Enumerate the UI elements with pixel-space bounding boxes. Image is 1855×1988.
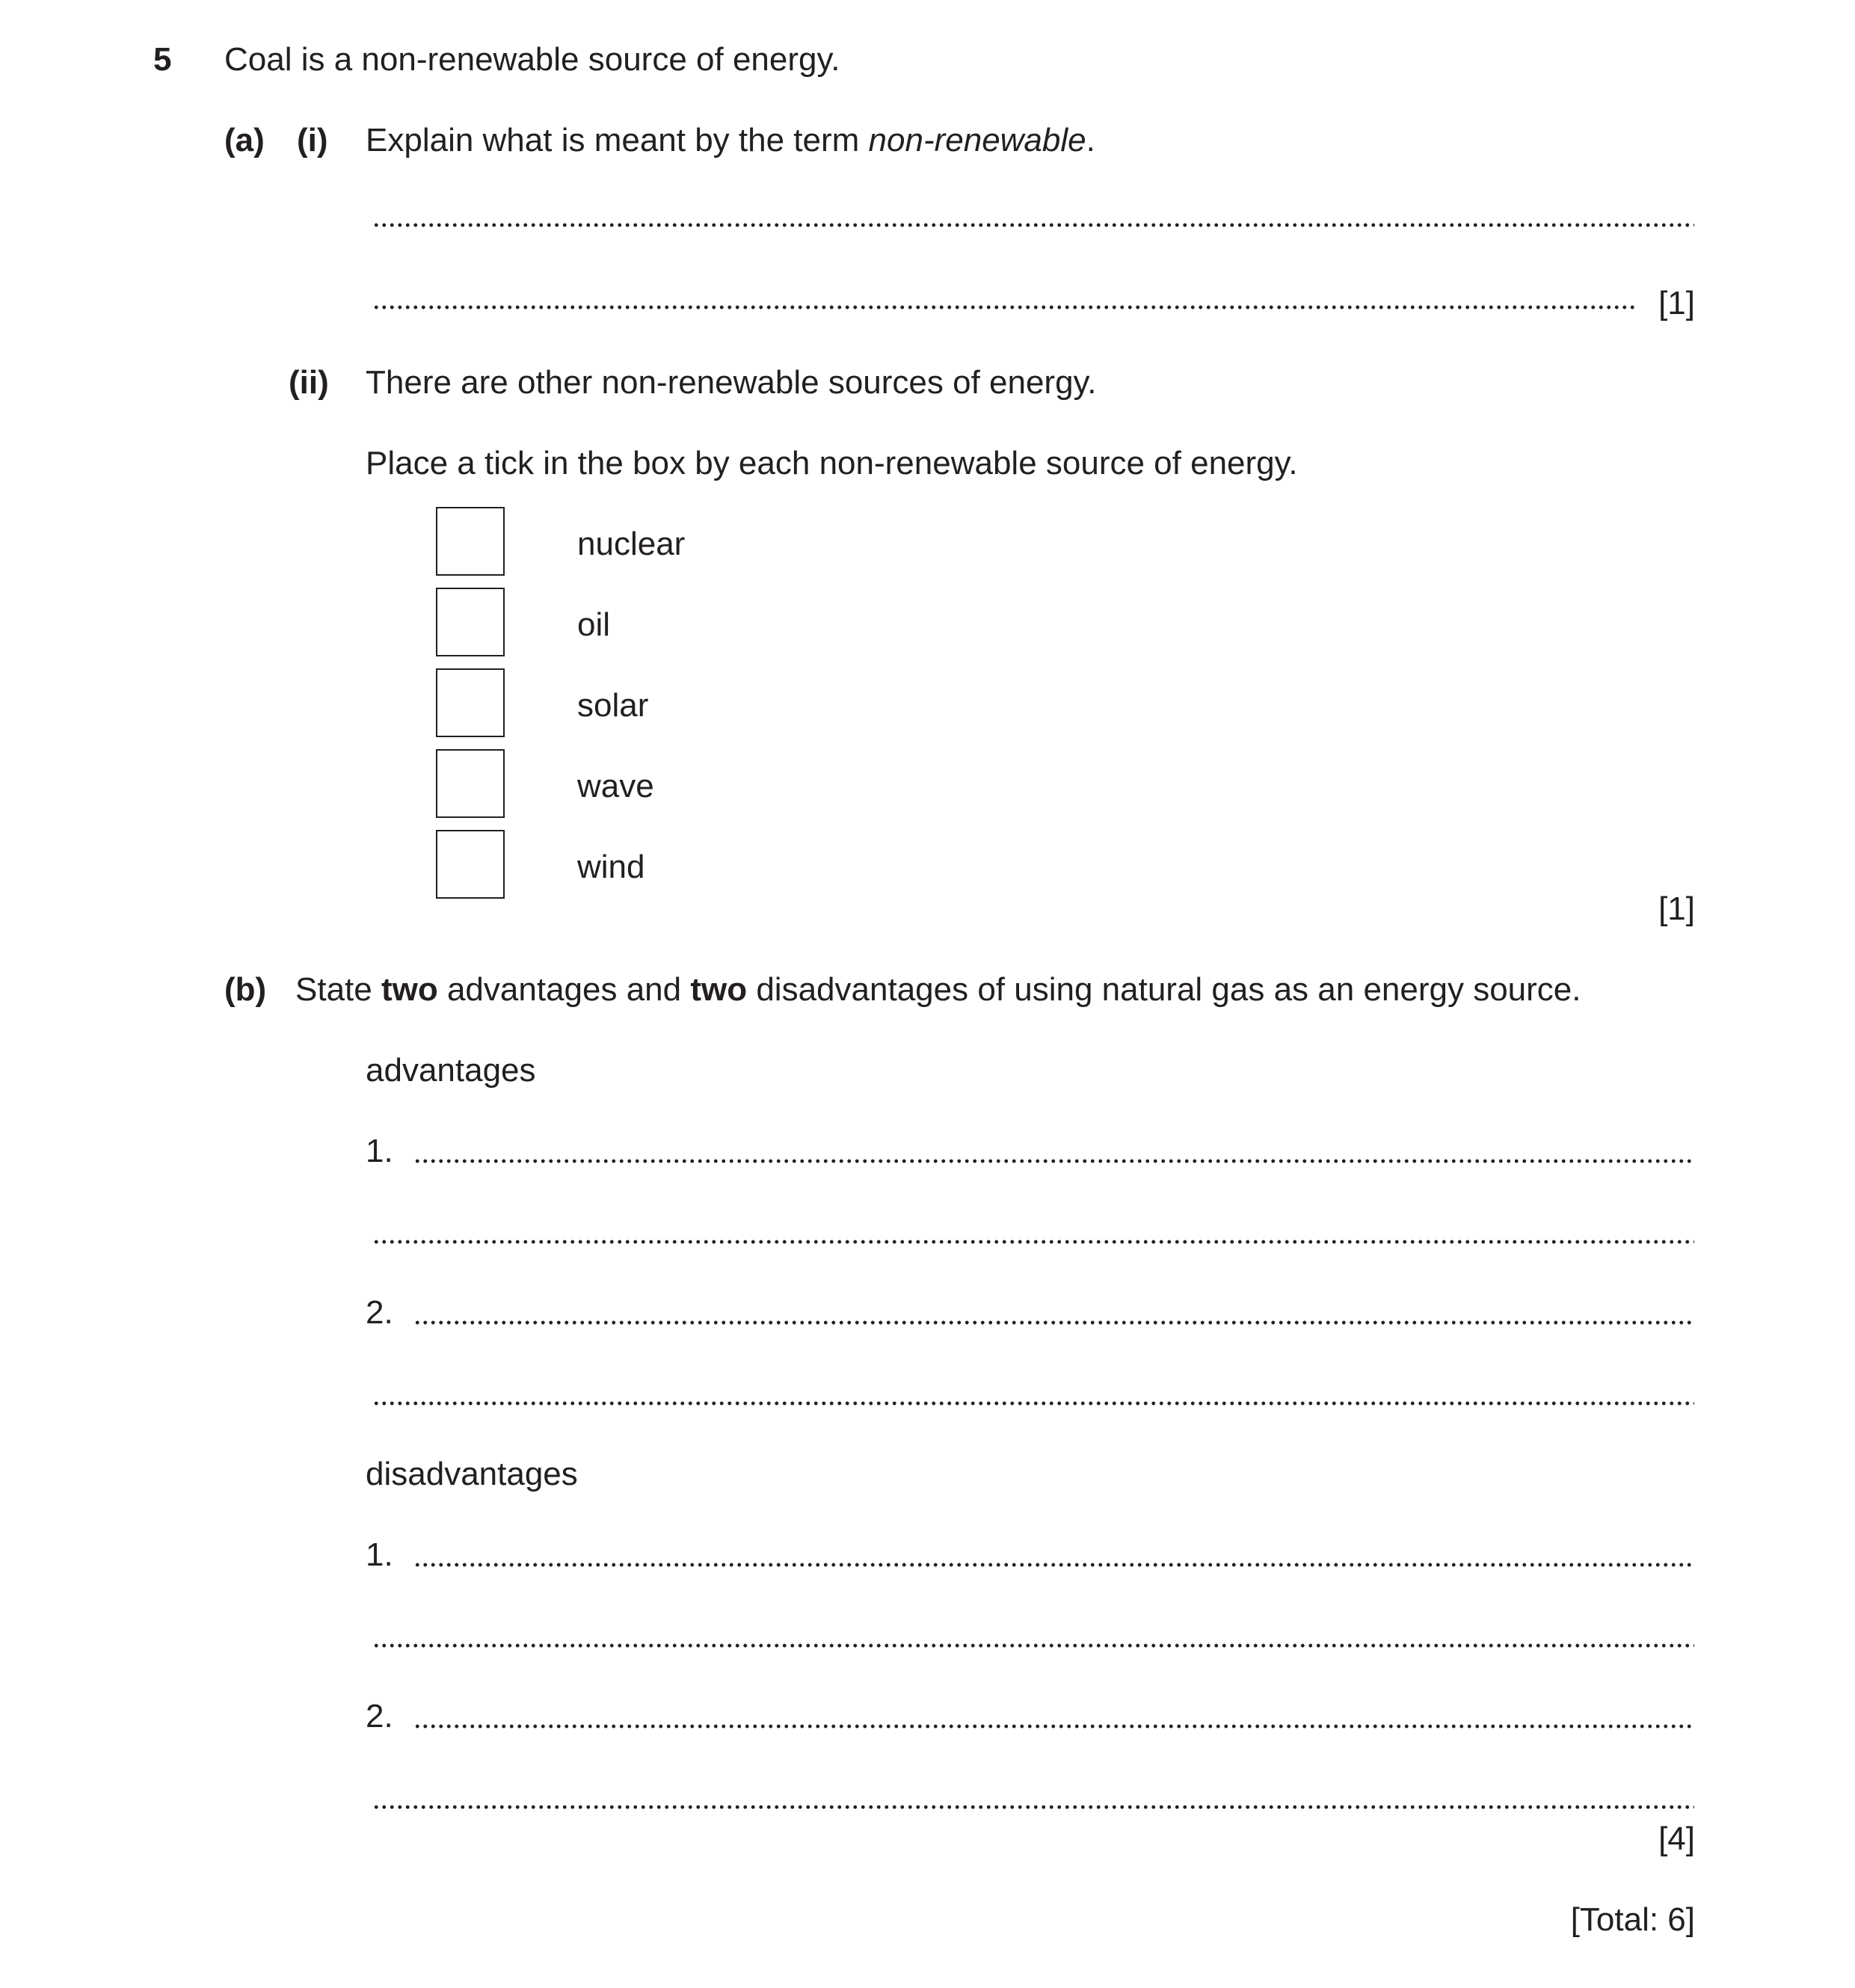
part-a-ii-instruction: Place a tick in the box by each non-renewable source of energy. [366,445,1298,481]
part-a-i-term: non-renewable [868,122,1086,159]
tick-box-oil[interactable] [436,588,505,656]
part-b-label: (b) [224,971,267,1008]
total-marks: [Total: 6] [1570,1901,1695,1938]
part-a-i-period: . [1086,122,1095,159]
answer-line[interactable] [372,305,1636,310]
advantage-2-number: 2. [366,1294,393,1331]
advantage-1-number: 1. [366,1133,393,1169]
part-b-question [295,973,1581,1006]
answer-line[interactable] [372,1240,1694,1244]
part-a-label: (a) [224,122,265,159]
disadvantages-heading: disadvantages [366,1456,578,1492]
part-a-i-label: (i) [297,122,328,159]
tick-box-nuclear[interactable] [436,507,505,576]
answer-line[interactable] [413,1320,1694,1325]
part-a-ii-label: (ii) [289,364,329,401]
option-label-nuclear: nuclear [577,526,686,562]
part-a-ii-text: There are other non-renewable sources of energy. [366,364,1097,401]
answer-line[interactable] [372,1805,1694,1809]
part-b-text: disadvantages of using natural gas as an energy source. [747,971,1581,1008]
answer-line[interactable] [413,1563,1694,1567]
tick-box-solar[interactable] [436,668,505,737]
marks-b: [4] [1658,1821,1695,1857]
part-b-text: advantages and [437,971,691,1008]
tick-box-wave[interactable] [436,749,505,818]
option-label-wave: wave [577,768,654,804]
option-label-solar: solar [577,687,649,724]
question-number: 5 [153,41,172,78]
option-label-oil: oil [577,606,611,643]
disadvantage-1-number: 1. [366,1536,393,1573]
part-b-text: State [295,971,381,1008]
advantages-heading: advantages [366,1052,536,1089]
marks-a-ii: [1] [1658,890,1695,927]
answer-line[interactable] [372,223,1694,227]
part-b-emphasis: two [381,971,438,1008]
answer-line[interactable] [413,1724,1694,1729]
tick-box-wind[interactable] [436,830,505,899]
part-a-i-question [366,124,1095,157]
part-a-i-text: Explain what is meant by the term [366,122,869,159]
option-label-wind: wind [577,849,645,885]
disadvantage-2-number: 2. [366,1698,393,1735]
part-b-emphasis: two [690,971,748,1008]
answer-line[interactable] [413,1159,1694,1163]
marks-a-i: [1] [1658,285,1695,321]
answer-line[interactable] [372,1643,1694,1648]
answer-line[interactable] [372,1401,1694,1406]
question-intro: Coal is a non-renewable source of energy. [224,41,840,78]
